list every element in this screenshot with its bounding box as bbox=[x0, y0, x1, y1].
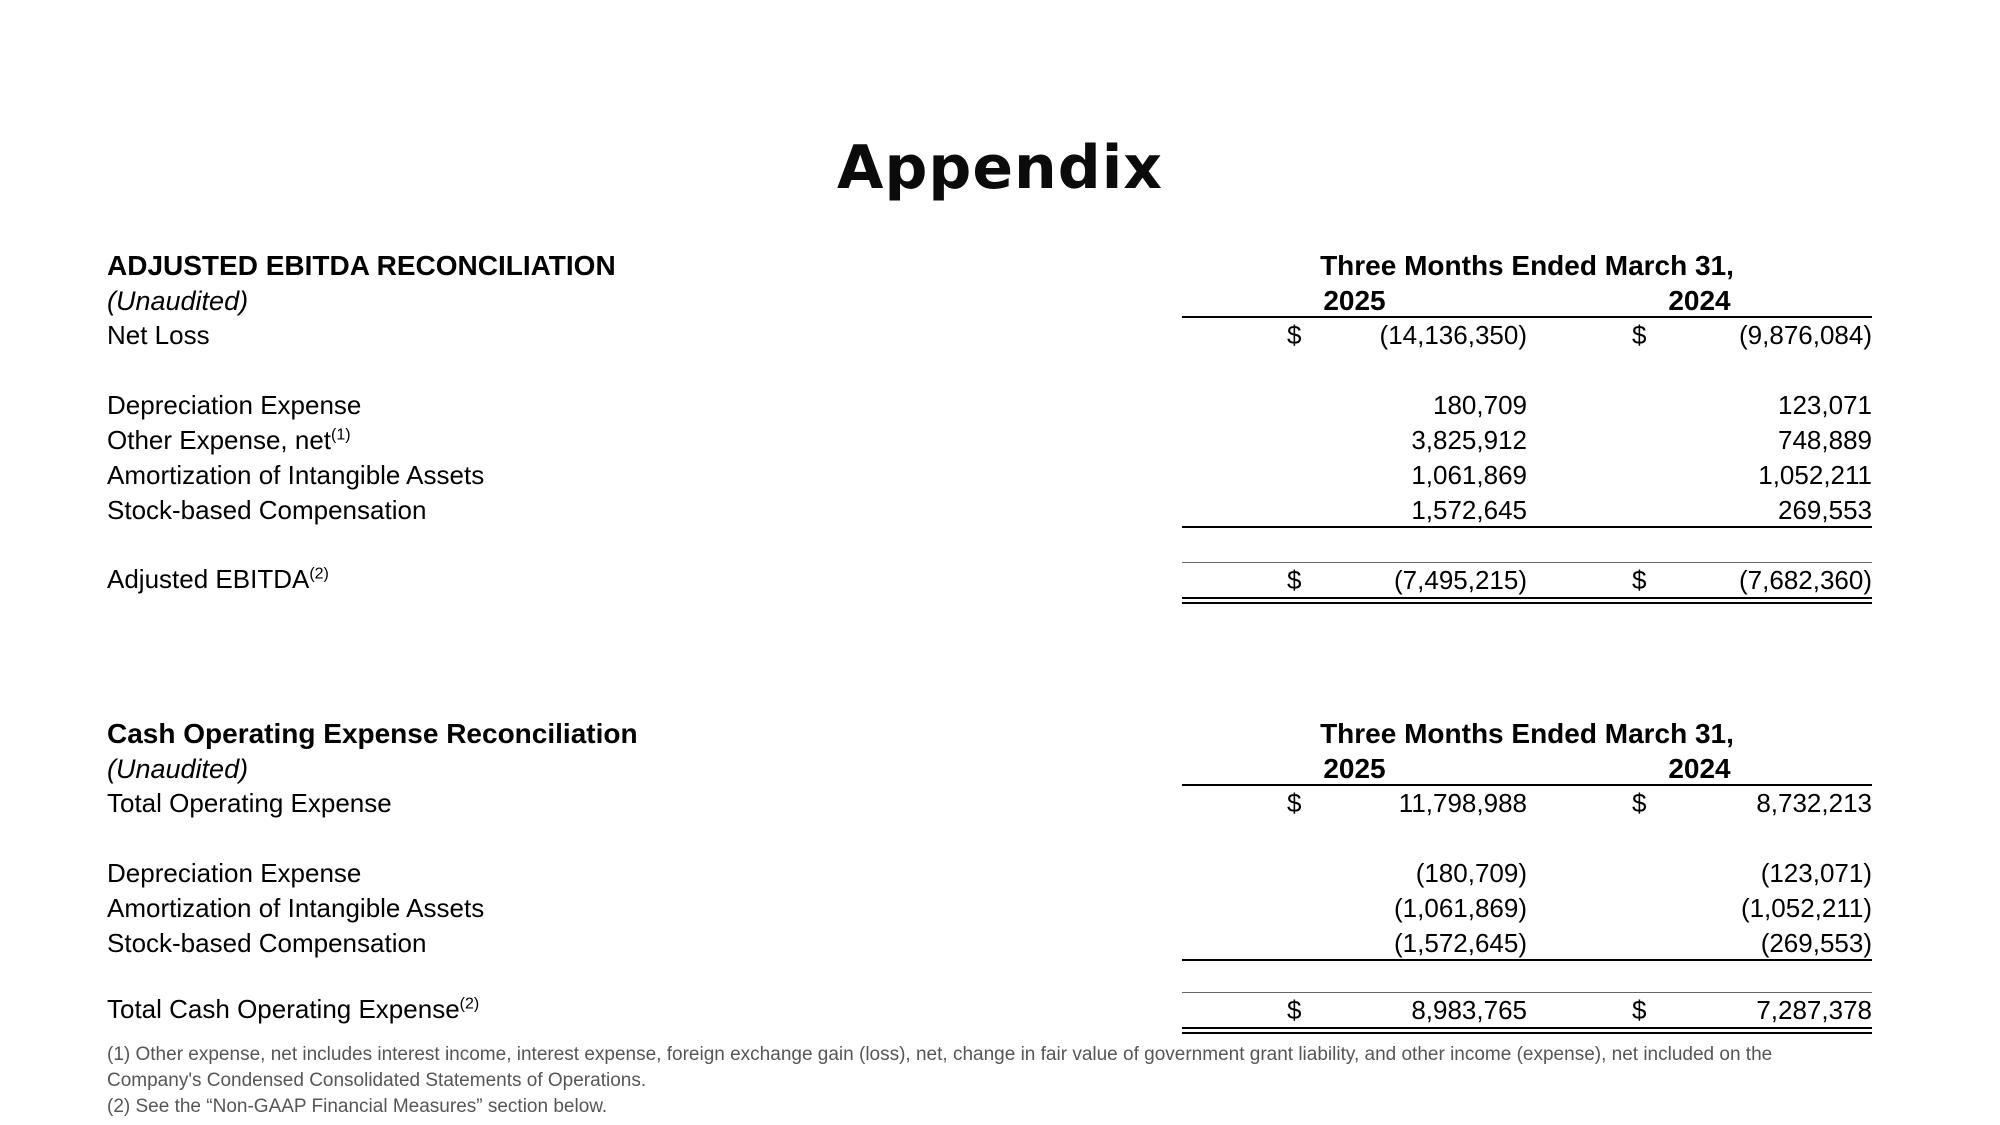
cell-value-2024: $ 8,732,213 bbox=[1527, 786, 1872, 821]
double-underline bbox=[1182, 1027, 1872, 1034]
table-row-stock-comp bbox=[107, 926, 1872, 961]
dollar-sign: $ bbox=[1287, 320, 1302, 350]
cell-value-2025: 180,709 bbox=[1433, 390, 1527, 420]
row-label: Amortization of Intangible Assets bbox=[107, 460, 485, 490]
unaudited-label: (Unaudited) bbox=[107, 286, 249, 316]
year-2024-header: 2024 bbox=[1668, 285, 1731, 316]
table-subheader-row bbox=[107, 284, 1872, 318]
cell-value-2024: (123,071) bbox=[1760, 858, 1872, 888]
spacer-row bbox=[107, 353, 1872, 388]
row-label: Net Loss bbox=[107, 320, 210, 350]
table-row-adjusted-ebitda-total bbox=[107, 562, 1872, 597]
footnote-ref: (1) bbox=[331, 426, 351, 444]
row-label: Other Expense, net$^{(1)}$ bbox=[107, 425, 351, 455]
footnote-1-line-2: Company's Condensed Consolidated Statements of Operations. bbox=[107, 1070, 647, 1091]
spacer-row bbox=[107, 528, 1872, 562]
row-label: Stock-based Compensation bbox=[107, 928, 427, 958]
dollar-sign: $ bbox=[1632, 788, 1647, 818]
table-row-total-opex bbox=[107, 786, 1872, 821]
cell-value-2025: $ (14,136,350) bbox=[1182, 318, 1527, 353]
cell-value-2024: (269,553) bbox=[1760, 928, 1872, 958]
year-2024-header: 2024 bbox=[1668, 753, 1731, 784]
unaudited-label: (Unaudited) bbox=[107, 754, 249, 784]
cell-value-2025: (1,061,869) bbox=[1394, 893, 1527, 923]
cell-value-2025: (180,709) bbox=[1415, 858, 1527, 888]
footnote-ref: (2) bbox=[309, 565, 329, 583]
footnote-1-line-1: (1) Other expense, net includes interest income, interest expense, foreign exchange gain (loss), net, change in fair value of government grant liability, and other income (expense), net included on the bbox=[107, 1044, 1773, 1065]
dollar-sign: $ bbox=[1287, 995, 1302, 1025]
row-label: Depreciation Expense bbox=[107, 390, 362, 420]
table-heading: Cash Operating Expense Reconciliation bbox=[107, 718, 638, 749]
table-row-net-loss bbox=[107, 318, 1872, 353]
cell-value-2024: 123,071 bbox=[1778, 390, 1872, 420]
cell-value-2025: 1,061,869 bbox=[1411, 460, 1527, 490]
row-label: Depreciation Expense bbox=[107, 858, 362, 888]
cell-value-2025: 1,572,645 bbox=[1411, 495, 1527, 525]
table-row-depreciation bbox=[107, 388, 1872, 423]
year-2025-header: 2025 bbox=[1323, 285, 1386, 316]
cell-value-2025: $ (7,495,215) bbox=[1182, 563, 1527, 597]
cell-value-2024: (1,052,211) bbox=[1740, 893, 1872, 923]
row-label: Adjusted EBITDA$^{(2)}$ bbox=[107, 564, 329, 594]
footnotes bbox=[107, 1042, 1772, 1120]
table-row-other-expense bbox=[107, 423, 1872, 458]
dollar-sign: $ bbox=[1632, 995, 1647, 1025]
table-subheader-row bbox=[107, 752, 1872, 786]
year-columns bbox=[1182, 752, 1872, 786]
table-row-stock-comp bbox=[107, 493, 1872, 528]
table-row-total-cash-opex bbox=[107, 992, 1872, 1027]
page-title: Appendix bbox=[837, 133, 1163, 203]
footnote-ref: (2) bbox=[459, 995, 480, 1013]
cell-value-2025: (1,572,645) bbox=[1394, 928, 1527, 958]
cell-value-2024: $ (9,876,084) bbox=[1527, 318, 1872, 353]
year-columns bbox=[1182, 284, 1872, 318]
table-row-amortization bbox=[107, 891, 1872, 926]
cash-opex-table bbox=[107, 716, 1872, 1034]
year-2025-header: 2025 bbox=[1323, 753, 1386, 784]
cell-value-2024: $ 7,287,378 bbox=[1527, 993, 1872, 1027]
cell-value-2025: $ 8,983,765 bbox=[1182, 993, 1527, 1027]
row-label: Total Operating Expense bbox=[107, 788, 392, 818]
cell-value-2024: 269,553 bbox=[1778, 495, 1872, 525]
cell-value-2024: 748,889 bbox=[1778, 425, 1872, 455]
cell-value-2025: 3,825,912 bbox=[1411, 425, 1527, 455]
table-row-amortization bbox=[107, 458, 1872, 493]
cell-value-2025: $ 11,798,988 bbox=[1182, 786, 1527, 821]
row-label: Stock-based Compensation bbox=[107, 495, 427, 525]
cell-value-2024: 1,052,211 bbox=[1758, 460, 1872, 490]
table-heading: ADJUSTED EBITDA RECONCILIATION bbox=[107, 250, 616, 281]
dollar-sign: $ bbox=[1287, 565, 1302, 595]
period-header: Three Months Ended March 31, bbox=[1320, 250, 1734, 281]
period-header: Three Months Ended March 31, bbox=[1320, 718, 1734, 749]
double-underline bbox=[1182, 597, 1872, 604]
table-row-depreciation bbox=[107, 856, 1872, 891]
cell-value-2024: $ (7,682,360) bbox=[1527, 563, 1872, 597]
row-label: Amortization of Intangible Assets bbox=[107, 893, 485, 923]
table-header-row bbox=[107, 716, 1872, 752]
spacer-row bbox=[107, 821, 1872, 856]
adjusted-ebitda-table bbox=[107, 248, 1872, 604]
row-label: Total Cash Operating Expense$^{(2)}$ bbox=[107, 994, 480, 1024]
dollar-sign: $ bbox=[1632, 320, 1647, 350]
dollar-sign: $ bbox=[1632, 565, 1647, 595]
table-header-row bbox=[107, 248, 1872, 284]
dollar-sign: $ bbox=[1287, 788, 1302, 818]
spacer-row bbox=[107, 961, 1872, 992]
footnote-2: (2) See the “Non-GAAP Financial Measures” section below. bbox=[107, 1096, 608, 1117]
